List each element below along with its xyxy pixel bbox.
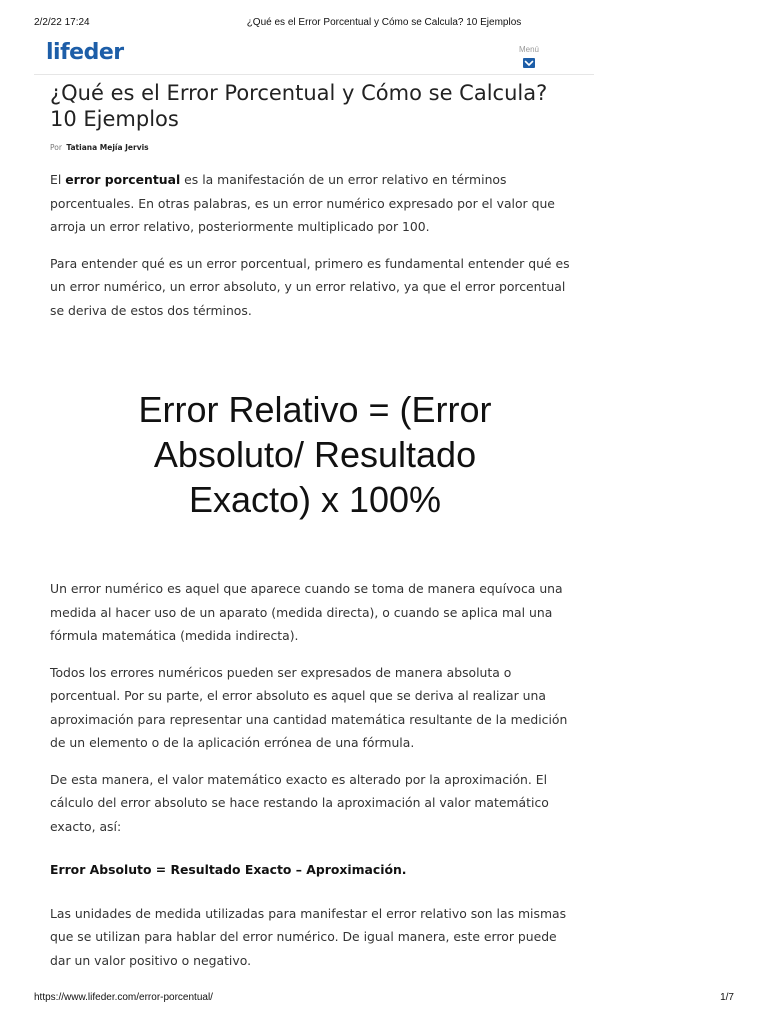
intro-text-rest: es la manifestación de un error relativo en términos porcentuales. En otras palabras, es un error numérico expresado por el valor que arroja un error relativo, posteriormente multiplicado por 100.: [50, 172, 555, 234]
paragraph: Para entender qué es un error porcentual, primero es fundamental entender qué es un error numérico, un error absoluto, y un error relativo, ya que el error porcentual se deriva de estos dos términos.: [50, 255, 570, 318]
print-header: [34, 15, 734, 31]
article: [50, 80, 580, 972]
print-footer: [34, 992, 734, 1008]
print-url: https://www.lifeder.com/error-porcentual/: [34, 992, 213, 1003]
article-title: ¿Qué es el Error Porcentual y Cómo se Calcula? 10 Ejemplos: [50, 81, 548, 131]
menu-label: Menú: [518, 45, 539, 54]
chevron-down-icon: [523, 58, 535, 68]
byline: [50, 143, 580, 153]
paragraph: Un error numérico es aquel que aparece cuando se toma de manera equívoca una medida al hacer uso de un aparato (medida directa), o cuando se aplica mal una fórmula matemática (medida indirecta).: [50, 581, 563, 643]
intro-text-start: El: [50, 172, 62, 187]
formula-image-line: Exacto) x 100%: [188, 479, 442, 520]
site-header: [34, 36, 594, 75]
key-term: error porcentual: [65, 172, 181, 187]
formula-image: [50, 387, 580, 522]
site-logo[interactable]: lifeder: [46, 40, 124, 65]
menu-button[interactable]: [516, 45, 542, 68]
formula-image-line: Absoluto/ Resultado: [153, 434, 477, 475]
byline-prefix: Por: [50, 143, 62, 152]
author-name[interactable]: Tatiana Mejía Jervis: [66, 143, 149, 152]
formula-image-line: Error Relativo = (Error: [138, 389, 492, 430]
paragraph: Las unidades de medida utilizadas para manifestar el error relativo son las mismas que se utilizan para hablar del error numérico. De igual manera, este error puede dar un valor positivo o negativo.: [50, 905, 567, 968]
paragraph-intro: [50, 168, 580, 239]
print-page-title: ¿Qué es el Error Porcentual y Cómo se Calcula? 10 Ejemplos: [246, 17, 522, 28]
page-indicator: 1/7: [720, 992, 734, 1003]
print-date: 2/2/22 17:24: [34, 17, 90, 28]
formula-text: Error Absoluto = Resultado Exacto – Aproximación.: [50, 862, 407, 877]
paragraph: De esta manera, el valor matemático exacto es alterado por la aproximación. El cálculo del error absoluto se hace restando la aproximación al valor matemático exacto, así:: [50, 771, 549, 834]
paragraph: Todos los errores numéricos pueden ser expresados de manera absoluta o porcentual. Por su parte, el error absoluto es aquel que se deriva al realizar una aproximación para representar una cantidad matemática resultante de la medición de un elemento o de la aplicación errónea de una fórmula.: [50, 664, 568, 750]
